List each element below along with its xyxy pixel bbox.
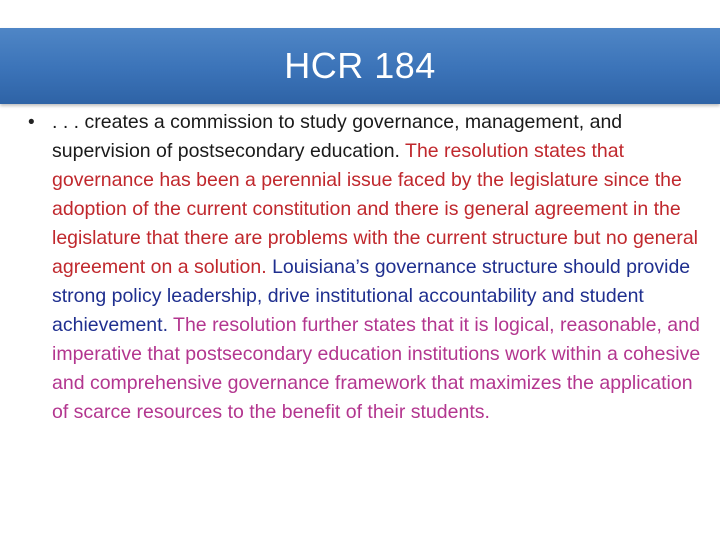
- segment-governance-structure: Louisiana’s governance structure should provide strong policy leadership, drive institutional accountability and student achievement.: [52, 256, 691, 336]
- segment-commission: . . . creates a commission to study governance, management, and supervision of postsecondary education.: [52, 111, 623, 162]
- bullet-marker: •: [28, 112, 35, 133]
- title-bar: [0, 28, 720, 104]
- slide-title: HCR 184: [284, 45, 436, 86]
- bullet-paragraph: [52, 108, 704, 427]
- segment-resolution-further: The resolution further states that it is logical, reasonable, and imperative that postsecondary education institutions work within a cohesive and comprehensive governance framework that maximizes the application of scarce resources to the benefit of their students.: [52, 314, 701, 423]
- segment-resolution-states: The resolution states that governance has been a perennial issue faced by the legislature since the adoption of the current constitution and there is general agreement in the legislature that there are problems with the current structure but no general agreement on a solution.: [52, 140, 699, 278]
